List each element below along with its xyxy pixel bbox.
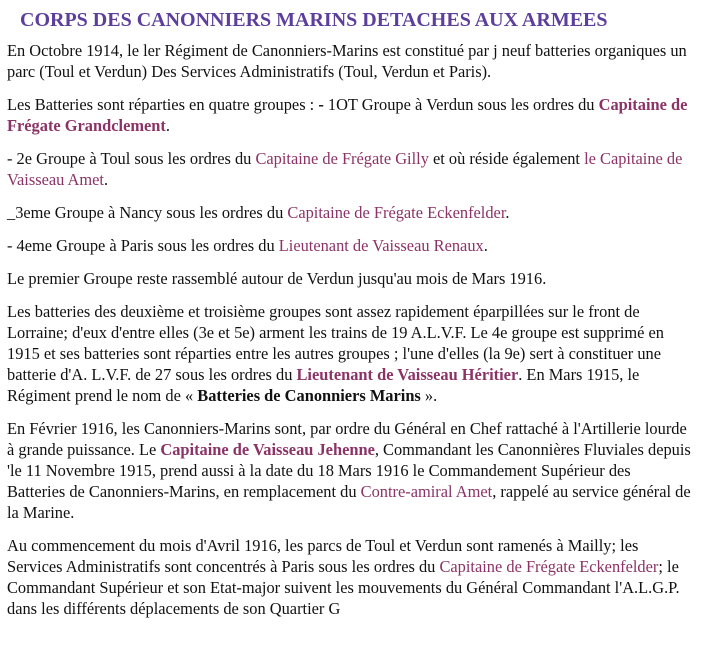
paragraph-4-text-a: _3eme Groupe à Nancy sous les ordres du: [7, 203, 288, 222]
officer-link-eckenfelder[interactable]: Capitaine de Frégate Eckenfelder: [287, 203, 506, 222]
paragraph-1-text: En Octobre 1914, le ler Régiment de Canonniers-Marins est constitué par j neuf batteries organiques un parc (Toul et Verdun) Des Services Administratifs (Toul, Verdun et Paris).: [7, 41, 687, 81]
paragraph-7-text-b: . En Mars 1915, le Régiment prend le nom de «: [7, 365, 640, 405]
paragraph-4: [7, 202, 691, 223]
paragraph-6: [7, 268, 691, 289]
paragraph-8-text-c: , rappelé au service général de la Marine.: [7, 482, 691, 522]
paragraph-2-text-a: Les Batteries sont réparties en quatre groupes :: [7, 95, 319, 114]
paragraph-7-text-c: ».: [420, 386, 438, 405]
paragraph-9-text-a: Au commencement du mois d'Avril 1916, les parcs de Toul et Verdun sont ramenés à Mailly; les Services Administratifs sont concentrés à Paris sous les ordres du: [7, 536, 639, 576]
paragraph-7-bold: Batteries de Canonniers Marins: [197, 386, 421, 405]
paragraph-8: [7, 418, 691, 523]
officer-link-renaux[interactable]: Lieutenant de Vaisseau Renaux: [278, 236, 484, 255]
officer-link-heritier[interactable]: Lieutenant de Vaisseau Héritier: [296, 365, 519, 384]
paragraph-9: [7, 535, 691, 619]
paragraph-2-dash: -: [318, 95, 328, 114]
officer-link-eckenfelder-2[interactable]: Capitaine de Frégate Eckenfelder: [439, 557, 659, 576]
officer-link-amet[interactable]: le Capitaine de Vaisseau Amet: [7, 149, 683, 189]
paragraph-5-text-b: .: [483, 236, 488, 255]
officer-link-grandclement[interactable]: Capitaine de Frégate Grandclement: [7, 95, 688, 135]
paragraph-5-text-a: - 4eme Groupe à Paris sous les ordres du: [7, 236, 279, 255]
paragraph-7: [7, 301, 691, 406]
paragraph-1: [7, 40, 691, 82]
paragraph-3-text-c: .: [103, 170, 109, 189]
paragraph-2-text-c: .: [165, 116, 170, 135]
page-title: CORPS DES CANONNIERS MARINS DETACHES AUX ARMEES: [20, 9, 608, 31]
paragraph-6-text: Le premier Groupe reste rassemblé autour de Verdun jusqu'au mois de Mars 1916.: [7, 269, 547, 288]
paragraph-4-text-b: .: [505, 203, 510, 222]
paragraph-9-text-b: ; le Commandant Supérieur et son Etat-major suivent les mouvements du Général Commandant l'A.L.G.P. dans les différents déplacements de son Quartier G: [7, 557, 680, 618]
officer-link-gilly[interactable]: Capitaine de Frégate Gilly: [255, 149, 429, 168]
paragraph-2: [7, 94, 691, 136]
paragraph-3-text-b: et où réside également: [428, 149, 585, 168]
paragraph-8-text-a: En Février 1916, les Canonniers-Marins sont, par ordre du Général en Chef rattaché à l'Artillerie lourde à grande puissance. Le: [7, 419, 687, 459]
paragraph-2-text-b: 1OT Groupe à Verdun sous les ordres du: [327, 95, 599, 114]
paragraph-3-text-a: - 2e Groupe à Toul sous les ordres du: [7, 149, 256, 168]
paragraph-5: [7, 235, 691, 256]
paragraph-7-text-a: Les batteries des deuxième et troisième groupes sont assez rapidement éparpillées sur le front de Lorraine; d'eux d'entre elles (3e et 5e) arment les trains de 19 A.L.V.F. Le 4e groupe est supprimé en 1915 et ses batteries sont réparties entre les autres groupes ; l'une d'elles (la 9e) sert à constituer une batterie d'A. L.V.F. de 27 sous les ordres du: [7, 302, 664, 384]
paragraph-8-text-b: , Commandant les Canonnières Fluviales depuis 'le 11 Novembre 1915, prend aussi à la date du 18 Mars 1916 le Commandement Supérieur des Batteries de Canonniers-Marins, en remplacement du: [7, 440, 691, 501]
officer-link-contre-amiral-amet[interactable]: Contre-amiral Amet: [360, 482, 493, 501]
paragraph-3: [7, 148, 691, 190]
officer-link-jehenne[interactable]: Capitaine de Vaisseau Jehenne: [160, 440, 375, 459]
